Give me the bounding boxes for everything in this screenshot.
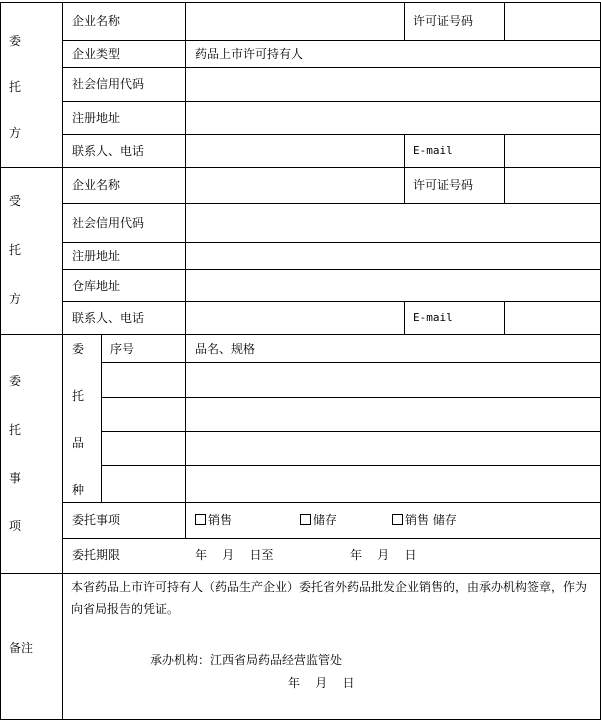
section-line (0, 334, 601, 335)
entrusting-email-label: E-mail (413, 144, 453, 157)
variety-label-2: 托 (71, 389, 84, 403)
option-sales-label: 销售 (208, 513, 233, 527)
entrusted-email-label: E-mail (413, 311, 453, 324)
entrusted-warehouse-label: 仓库地址 (72, 279, 121, 293)
option-storage-label: 储存 (313, 513, 338, 527)
entrusting-email-field[interactable] (505, 135, 600, 167)
checkbox-storage[interactable] (300, 514, 311, 525)
entrusted-side-label-2: 托 (8, 243, 21, 257)
col-line (404, 2, 405, 40)
border-left (0, 2, 1, 720)
entrusted-contact-field[interactable] (186, 302, 404, 334)
col-line (404, 167, 405, 203)
entrusting-credit-code-label: 社会信用代码 (72, 77, 145, 91)
variety-row-3[interactable] (102, 432, 600, 465)
entrusted-contact-label: 联系人、电话 (72, 311, 145, 325)
section-line (0, 573, 601, 574)
entrusted-warehouse-field[interactable] (186, 270, 600, 301)
entrusted-address-field[interactable] (186, 243, 600, 269)
checkbox-sales-storage[interactable] (392, 514, 403, 525)
matters-side-label-3: 事 (8, 471, 21, 485)
remarks-date: 年 月 日 (288, 676, 355, 690)
variety-row-1[interactable] (102, 363, 600, 397)
option-sales-storage-label: 销售 储存 (405, 513, 457, 527)
entrusting-side-label-2: 托 (8, 80, 21, 94)
variety-label-1: 委 (71, 342, 84, 356)
border-bottom (0, 719, 601, 720)
entrusting-company-type-label: 企业类型 (72, 47, 121, 61)
entrusted-company-name-field[interactable] (186, 168, 404, 203)
entrusted-license-no-field[interactable] (505, 168, 600, 203)
remarks-label: 备注 (9, 641, 34, 655)
col-line (404, 134, 405, 167)
name-spec-header: 品名、规格 (195, 342, 256, 356)
entrusted-company-name-label: 企业名称 (72, 178, 121, 192)
entrusting-company-name-field[interactable] (186, 3, 404, 40)
entrusting-license-no-field[interactable] (505, 3, 600, 40)
matter-label: 委托事项 (72, 513, 121, 527)
matters-side-label-4: 项 (8, 519, 21, 533)
checkbox-sales[interactable] (195, 514, 206, 525)
variety-row-2[interactable] (102, 398, 600, 431)
entrusted-address-label: 注册地址 (72, 249, 121, 263)
matters-side-label-1: 委 (8, 374, 21, 388)
variety-row-4[interactable] (102, 466, 600, 502)
remarks-note: 本省药品上市许可持有人（药品生产企业）委托省外药品批发企业销售的，由承办机构签章，作为向省局报告的凭证。 (71, 580, 588, 616)
entrusting-company-type-value: 药品上市许可持有人 (195, 47, 304, 61)
entrusting-contact-label: 联系人、电话 (72, 144, 145, 158)
entrusted-side-label-3: 方 (8, 292, 21, 306)
option-storage[interactable] (300, 513, 337, 527)
period-start[interactable]: 年 月 日至 (195, 548, 274, 562)
entrusting-credit-code-field[interactable] (186, 68, 600, 101)
entrusting-address-label: 注册地址 (72, 111, 121, 125)
entrusting-company-name-label: 企业名称 (72, 14, 121, 28)
seq-header: 序号 (110, 342, 135, 356)
entrusting-side-label-3: 方 (8, 126, 21, 140)
col-line (404, 301, 405, 334)
entrusted-license-no-label: 许可证号码 (413, 178, 474, 192)
option-sales[interactable] (195, 513, 232, 527)
row-line (62, 40, 601, 41)
entrusted-credit-code-label: 社会信用代码 (72, 216, 145, 230)
variety-label-3: 品 (71, 436, 84, 450)
row-line (62, 538, 601, 539)
period-end[interactable]: 年 月 日 (350, 548, 417, 562)
entrusting-side-label-1: 委 (8, 34, 21, 48)
period-label: 委托期限 (72, 548, 121, 562)
entrusted-email-field[interactable] (505, 302, 600, 334)
matters-side-label-2: 托 (8, 423, 21, 437)
entrusting-address-field[interactable] (186, 102, 600, 134)
variety-label-4: 种 (71, 483, 84, 497)
entrusting-license-no-label: 许可证号码 (413, 14, 474, 28)
entrusted-side-label-1: 受 (8, 194, 21, 208)
col-line (62, 2, 63, 720)
option-sales-storage[interactable] (392, 513, 457, 527)
entrusted-credit-code-field[interactable] (186, 204, 600, 242)
entrusting-contact-field[interactable] (186, 135, 404, 167)
row-line (62, 502, 601, 503)
remarks-agency: 承办机构：江西省局药品经营监管处 (150, 653, 343, 667)
